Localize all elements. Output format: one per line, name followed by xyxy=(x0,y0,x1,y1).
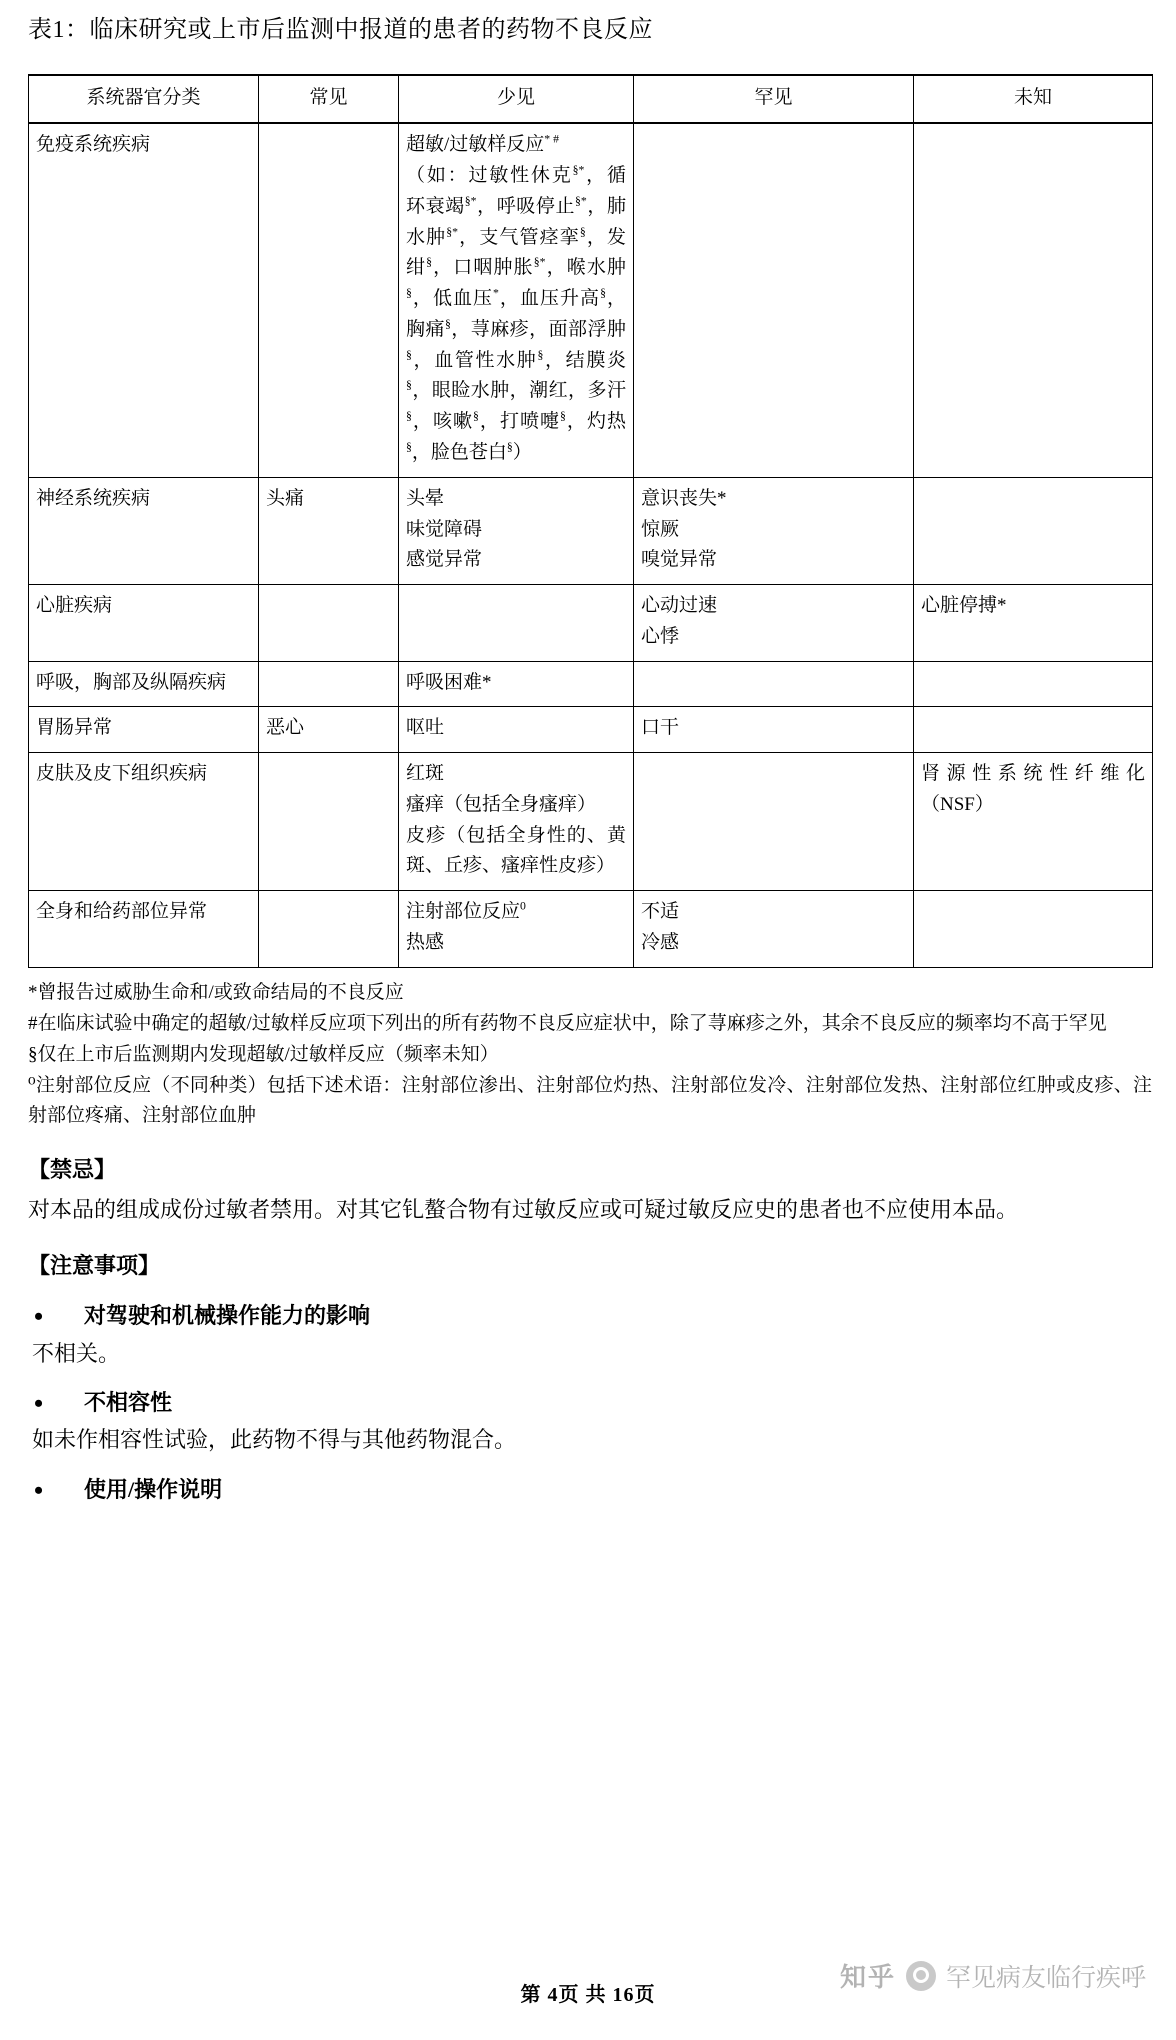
bullet-text: 如未作相容性试验，此药物不得与其他药物混合。 xyxy=(32,1427,517,1453)
watermark-username: 罕见病友临行疾呼 xyxy=(945,1963,1146,1992)
cell-uncommon xyxy=(399,661,634,707)
contraindications-heading: 【禁忌】 xyxy=(28,1156,117,1182)
bullet-heading: • 使用/操作说明 xyxy=(28,1472,1152,1507)
cell-unknown xyxy=(914,661,1153,707)
reaction-item: （如：过敏性休克§*，循环衰竭§*，呼吸停止§*，肺水肿§*，支气管痉挛§，发绀§，口咽肿胀§*，喉水肿§，低血压*，血压升高§，胸痛§，荨麻疹，面部浮肿§，血管性水肿§，结膜炎§，眼睑水肿，潮红，多汗§，咳嗽§，打喷嚏§，灼热§，脸色苍白§） xyxy=(406,163,626,464)
avatar xyxy=(906,1961,936,1991)
cell-common xyxy=(259,753,399,891)
cell-soc: 全身和给药部位异常 xyxy=(29,891,259,968)
cell-uncommon xyxy=(399,753,634,891)
reaction-item: 红斑 xyxy=(406,763,445,785)
cell-rare xyxy=(634,123,914,477)
reaction-item: 注射部位反应$^0$ xyxy=(406,899,526,923)
cell-common xyxy=(259,661,399,707)
cell-rare xyxy=(634,585,914,662)
reaction-item: 心悸 xyxy=(641,625,680,647)
total-label: 共 xyxy=(585,1984,607,2006)
cell-soc: 心脏疾病 xyxy=(29,585,259,662)
bullet-text: 不相关。 xyxy=(32,1340,121,1366)
reaction-item: 超敏/过敏样反应* # xyxy=(406,133,559,156)
cell-unknown xyxy=(914,123,1153,477)
table-row xyxy=(29,123,1153,477)
reaction-item: 心动过速 xyxy=(641,595,718,617)
footnote-asterisk: *曾报告过威胁生命和/或致命结局的不良反应 xyxy=(28,981,404,1003)
cell-common xyxy=(259,891,399,968)
list-item xyxy=(28,1298,1152,1371)
header-uncommon: 少见 xyxy=(399,75,634,124)
header-unknown: 未知 xyxy=(914,75,1153,124)
header-common: 常见 xyxy=(259,75,399,124)
list-item xyxy=(28,1472,1152,1507)
total-unit: 页 xyxy=(634,1984,656,2006)
reaction-item: 头晕 xyxy=(406,487,445,509)
table-row xyxy=(29,661,1153,707)
footnote-marker: 0 xyxy=(520,899,526,913)
cell-uncommon xyxy=(399,477,634,584)
precautions-heading: 【注意事项】 xyxy=(28,1253,161,1279)
cell-rare xyxy=(634,661,914,707)
reaction-item: 感觉异常 xyxy=(406,549,483,571)
table-footnotes xyxy=(28,978,1152,1131)
current-page: 4 xyxy=(547,1984,559,2006)
page-label: 第 xyxy=(520,1984,542,2006)
cell-unknown: 心脏停搏* xyxy=(914,585,1153,662)
cell-unknown: 肾源性系统性纤维化（NSF） xyxy=(914,753,1153,891)
reaction-item: 惊厥 xyxy=(641,518,680,540)
footnote-marker: * # xyxy=(544,133,559,147)
reaction-item: 意识丧失* xyxy=(641,487,727,509)
document-page xyxy=(0,14,1176,2040)
adverse-reactions-table xyxy=(28,74,1153,968)
bullet-heading: • 对驾驶和机械操作能力的影响 xyxy=(28,1298,1152,1333)
header-rare: 罕见 xyxy=(634,75,914,124)
total-pages: 16 xyxy=(612,1984,635,2006)
page-title: 表1：临床研究或上市后监测中报道的患者的药物不良反应 xyxy=(28,17,653,43)
cell-uncommon xyxy=(399,123,634,477)
reaction-item: 口干 xyxy=(641,717,680,739)
cell-soc: 免疫系统疾病 xyxy=(29,123,259,477)
cell-unknown xyxy=(914,477,1153,584)
cell-unknown xyxy=(914,891,1153,968)
bullet-heading: • 不相容性 xyxy=(28,1385,1152,1420)
cell-rare xyxy=(634,477,914,584)
cell-uncommon xyxy=(399,707,634,753)
header-system-organ-class: 系统器官分类 xyxy=(29,75,259,124)
cell-common xyxy=(259,585,399,662)
cell-common xyxy=(259,123,399,477)
reaction-item: 冷感 xyxy=(641,931,680,953)
table-row xyxy=(29,753,1153,891)
cell-common: 恶心 xyxy=(259,707,399,753)
reaction-item: 味觉障碍 xyxy=(406,518,483,540)
table-header-row xyxy=(29,75,1153,124)
cell-unknown xyxy=(914,707,1153,753)
reaction-item: 呕吐 xyxy=(406,717,445,739)
reaction-item: 呼吸困难* xyxy=(406,671,492,693)
precautions-list xyxy=(28,1298,1152,1507)
cell-soc: 皮肤及皮下组织疾病 xyxy=(29,753,259,891)
table-row xyxy=(29,707,1153,753)
page-unit: 页 xyxy=(558,1984,580,2006)
reaction-item: 皮疹（包括全身性的、黄斑、丘疹、瘙痒性皮疹） xyxy=(406,824,626,877)
zhihu-logo: 知乎 xyxy=(839,1962,896,1992)
reaction-item: 嗅觉异常 xyxy=(641,549,718,571)
footnote-section: §仅在上市后监测期内发现超敏/过敏样反应（频率未知） xyxy=(28,1043,499,1065)
table-row xyxy=(29,477,1153,584)
footnote-zero: ⁰注射部位反应（不同种类）包括下述术语：注射部位渗出、注射部位灼热、注射部位发冷、注射部位发热、注射部位红肿或皮疹、注射部位疼痛、注射部位血肿 xyxy=(28,1074,1152,1126)
table-row xyxy=(29,585,1153,662)
footnote-hash: #在临床试验中确定的超敏/过敏样反应项下列出的所有药物不良反应症状中，除了荨麻疹之外，其余不良反应的频率均不高于罕见 xyxy=(28,1012,1107,1034)
cell-common: 头痛 xyxy=(259,477,399,584)
cell-rare xyxy=(634,753,914,891)
cell-uncommon xyxy=(399,891,634,968)
list-item xyxy=(28,1385,1152,1458)
cell-soc: 神经系统疾病 xyxy=(29,477,259,584)
cell-rare xyxy=(634,707,914,753)
cell-rare xyxy=(634,891,914,968)
cell-uncommon xyxy=(399,585,634,662)
cell-soc: 呼吸，胸部及纵隔疾病 xyxy=(29,661,259,707)
contraindications-text: 对本品的组成成份过敏者禁用。对其它钆螯合物有过敏反应或可疑过敏反应史的患者也不应使用本品。 xyxy=(28,1196,1019,1222)
reaction-item: 瘙痒（包括全身瘙痒） xyxy=(406,793,597,815)
zhihu-watermark xyxy=(840,1957,1146,1994)
reaction-item: 不适 xyxy=(641,901,680,923)
cell-soc: 胃肠异常 xyxy=(29,707,259,753)
table-row xyxy=(29,891,1153,968)
reaction-item: 热感 xyxy=(406,931,445,953)
